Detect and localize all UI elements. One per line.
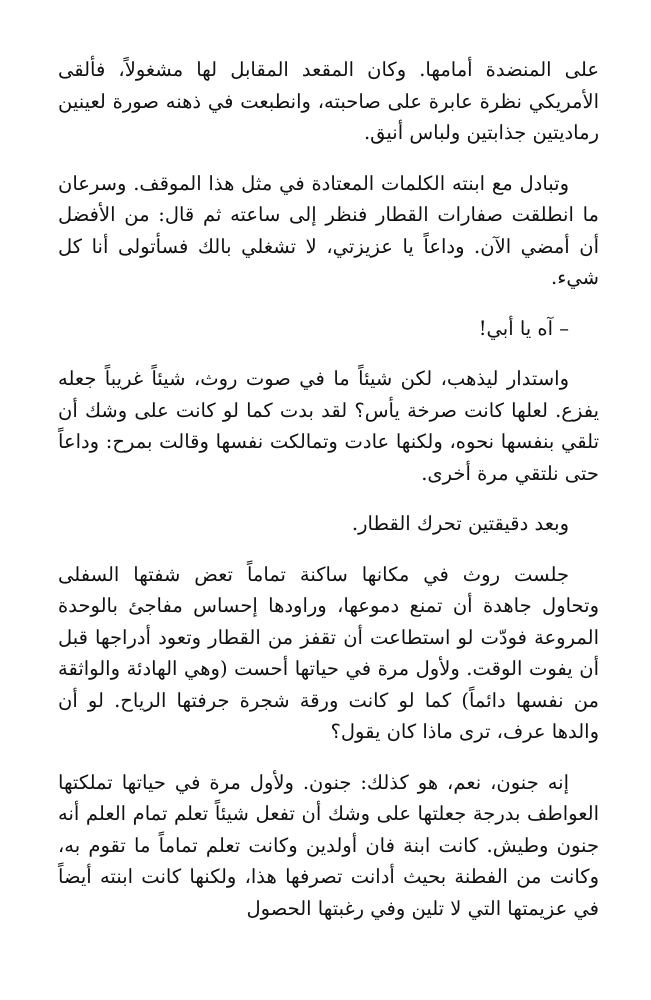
paragraph-3: – آه يا أبي!	[478, 316, 569, 340]
paragraph-1: على المنضدة أمامها. وكان المقعد المقابل لها مشغولاً، فألقى الأمريكي نظرة عابرة على صاحبته، وانطبعت في ذهنه صورة لعينين رماديتين جذابتين ولباس أنيق.	[58, 58, 599, 144]
paragraph-2: وتبادل مع ابنته الكلمات المعتادة في مثل هذا الموقف. وسرعان ما انطلقت صفارات القطار فنظر إلى ساعته ثم قال: من الأفضل أن أمضي الآن. وداعاً يا عزيزتي، لا تشغلي بالك فسأتولى أنا كل شيء.	[58, 171, 599, 289]
paragraph-7: إنه جنون، نعم، هو كذلك: جنون. ولأول مرة في حياتها تملكتها العواطف بدرجة جعلتها على وشك أن تفعل شيئاً تعلم تمام العلم أنه جنون وطيش. كانت ابنة فان أولدين وكانت تعلم تماماً ما تقوم به، وكانت من الفطنة بحيث أدانت تصرفها هذا، ولكنها كانت ابنته أيضاً في عزيمتها التي لا تلين وفي رغبتها الحصول	[58, 770, 599, 920]
paragraph-5: وبعد دقيقتين تحرك القطار.	[351, 512, 569, 535]
paragraph-6: جلست روث في مكانها ساكنة تماماً تعض شفتها السفلى وتحاول جاهدة أن تمنع دموعها، وراودها إحساس مفاجئ بالوحدة المروعة فودّت لو استطاعت أن تقفز من القطار وتعود أدراجها قبل أن يفوت الوقت. ولأول مرة في حياتها أحست (وهي الهادئة والواثقة من نفسها دائماً) كما لو كانت ورقة شجرة جرفتها الرياح. لو أن والدها عرف، ترى ماذا كان يقول؟	[58, 562, 599, 743]
paragraph-4: واستدار ليذهب، لكن شيئاً ما في صوت روث، شيئاً غريباً جعله يفزع. لعلها كانت صرخة يأس؟ لقد بدت كما لو كانت على وشك أن تلقي بنفسها نحوه، ولكنها عادت وتمالكت نفسها وقالت بمرح: وداعاً حتى نلتقي مرة أخرى.	[58, 367, 599, 485]
